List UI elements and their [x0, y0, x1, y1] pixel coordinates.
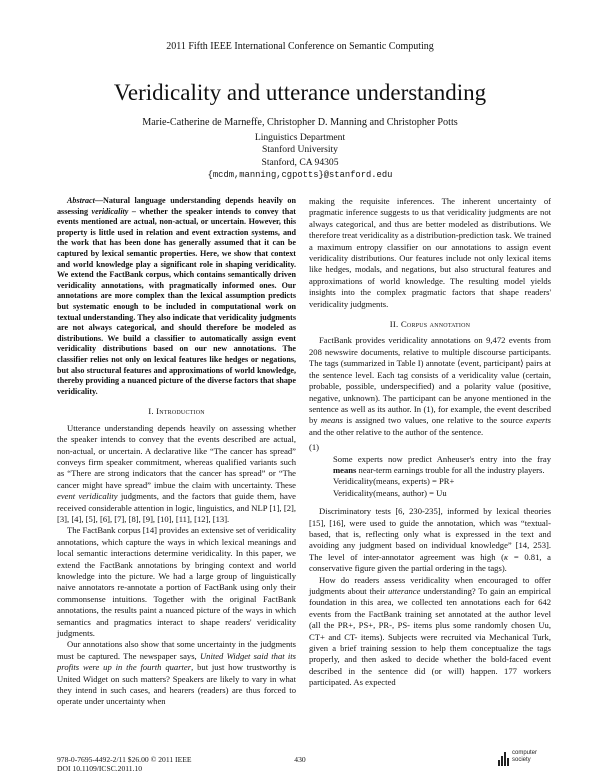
logo-text-society: society [512, 756, 531, 763]
left-column [57, 196, 296, 708]
corpus-paragraph-2: Discriminatory tests [6, 230-235], informed by lexical theories [15], [16], were used to guide the annotation, which was “textual-based, that is, reflecting only what is expressed in the text and avoiding any judgment based on individual knowledge” [14, 253]. The level of inter-annotator agreement was high (κ = 0.81, a conservative figure given the partial ordering in the tags). [309, 506, 551, 574]
page-number: 430 [294, 755, 306, 764]
affiliation-address: Stanford, CA 94305 [261, 156, 339, 168]
example-veridicality-author: Veridicality(means, author) = Uu [333, 487, 447, 498]
computer-society-mark-icon [498, 752, 509, 766]
corpus-paragraph-3: How do readers assess veridicality when encouraged to offer judgments about their utterance understanding? To gain an empirical foundation in this area, we collected ten annotations each for 642 events from the FactBank training set annotated at the author level (all the PR+, PS+, PR-, PS- items plus some randomly chosen Uu, CT+ and CT- items). Subjects were recruited via Mechanical Turk, given a brief training session to help them conceptualize the tags properly, and then asked to decide whether the bold-faced event described in the sentence did (or will) happen. 177 workers participated. As expected [309, 574, 551, 688]
footer-doi: DOI 10.1109/ICSC.2011.10 [57, 764, 143, 773]
intro-paragraph-3: Our annotations also show that some uncertainty in the judgments must be captured. The newspaper says, United Widget said that its profits were up in the fourth quarter, but just how trustworthy is United Widget on such matters? Speakers are likely to vary in what they intend in such cases, and hearers (readers) are thus forced to operate under uncertainty when [57, 639, 296, 707]
computer-society-logo [498, 750, 558, 770]
author-email: {mcdm,manning,cgpotts}@stanford.edu [207, 169, 393, 180]
abstract-label: Abstract [67, 196, 95, 205]
footer-isbn: 978-0-7695-4492-2/11 $26.00 © 2011 IEEE [57, 755, 192, 764]
affiliation-department: Linguistics Department [254, 132, 346, 143]
corpus-paragraph-1: FactBank provides veridicality annotations on 9,472 events from 208 newswire documents, relative to multiple discourse participants. The tags (summarized in Table I) annotate ⟨event, participant⟩ pairs at the sentence level. Each tag consists of a veridicality value (certain, probable, possible, underspecified) and a polarity value (positive, negative, unknown). The participant can be anyone mentioned in the sentence as well as its author. In (1), for example, the event described by means is assigned two values, one relative to the source experts and the other relative to the author of the sentence. [309, 335, 551, 437]
intro-paragraph-2: The FactBank corpus [14] provides an extensive set of veridicality annotations, which capture the ways in which lexical meanings and local semantic interactions determine veridicality. In this paper, we extend the FactBank annotations by bringing context and world knowledge into the picture. We had a large group of linguistically naive annotators re-annotate a portion of FactBank using only their commonsense intuitions. Together with the original FactBank annotations, the results paint a nuanced picture of the ways in which semantics and pragmatics interact to shape readers' veridicality judgments. [57, 525, 296, 638]
paper-title: Veridicality and utterance understanding [113, 80, 487, 105]
author-list: Marie-Catherine de Marneffe, Christopher D. Manning and Christopher Potts [142, 117, 458, 128]
example-sentence: Some experts now predict Anheuser's entry into the fray means near-term earnings trouble for all the industry players. [333, 453, 551, 475]
section-heading-introduction: I. Introduction [148, 406, 205, 417]
right-column [309, 196, 551, 689]
abstract-paragraph: Abstract—Natural language understanding depends heavily on assessing veridicality – whether the speaker intends to convey that events mentioned are actual, non-actual, or uncertain. However, this property is little used in relation and event extraction systems, and the work that has been done has generally assumed that it can be captured by lexical semantic properties. Here, we show that context and world knowledge play a significant role in shaping veridicality. We extend the FactBank corpus, which contains semantically driven veridicality annotations, with pragmatically informed ones. Our annotations are more complex than the lexical assumption predicts but systematic enough to be included in computational work on textual understanding. They also indicate that veridicality judgments are not always categorical, and should therefore be modeled as distributions. We build a classifier to automatically assign event veridicality distributions based on our new annotations. The classifier relies not only on lexical features like hedges or negations, but also structural features and approximations of world knowledge, thereby providing a nuanced picture of the diverse factors that shape veridicality. [57, 196, 296, 396]
section-heading-corpus-annotation: II. Corpus annotation [389, 319, 471, 330]
affiliation-block [0, 132, 600, 181]
example-veridicality-experts: Veridicality(means, experts) = PR+ [333, 476, 455, 487]
conference-header: 2011 Fifth IEEE International Conference on Semantic Computing [166, 41, 434, 52]
example-1: (1) Some experts now predict Anheuser's entry into the fray means near-term earnings trouble for all the industry players. Veridicality(means, experts) = PR+ Veridicality(means, author) = Uu [309, 442, 551, 498]
intro-paragraph-1: Utterance understanding depends heavily on assessing whether the speaker intends to convey that the events described are actual, non-actual, or uncertain. A declarative like “The cancer has spread” conveys firm speaker commitment, whereas qualified variants such as “There are strong indicators that the cancer has spread” or “The cancer might have spread” imbue the claim with uncertainty. These event veridicality judgments, and the factors that guide them, have received considerable attention in logic, linguistics, and NLP [1], [2], [3], [4], [5], [6], [7], [8], [9], [10], [11], [12], [13]. [57, 422, 296, 524]
continued-paragraph: making the requisite inferences. The inherent uncertainty of pragmatic inference suggests to us that veridicality judgments are not always categorical, and thus are better modeled as distributions. We therefore treat veridicality as a distribution-prediction task. We trained a maximum entropy classifier on our annotations to assign event veridicality distributions. Our features include not only lexical items like hedges, modals, and negations, but also structural features and approximations of world knowledge. The resulting model yields insights into the complex pragmatic factors that shape readers' veridicality judgments. [309, 196, 551, 309]
logo-text-computer: computer [512, 750, 538, 756]
affiliation-university: Stanford University [262, 144, 338, 156]
